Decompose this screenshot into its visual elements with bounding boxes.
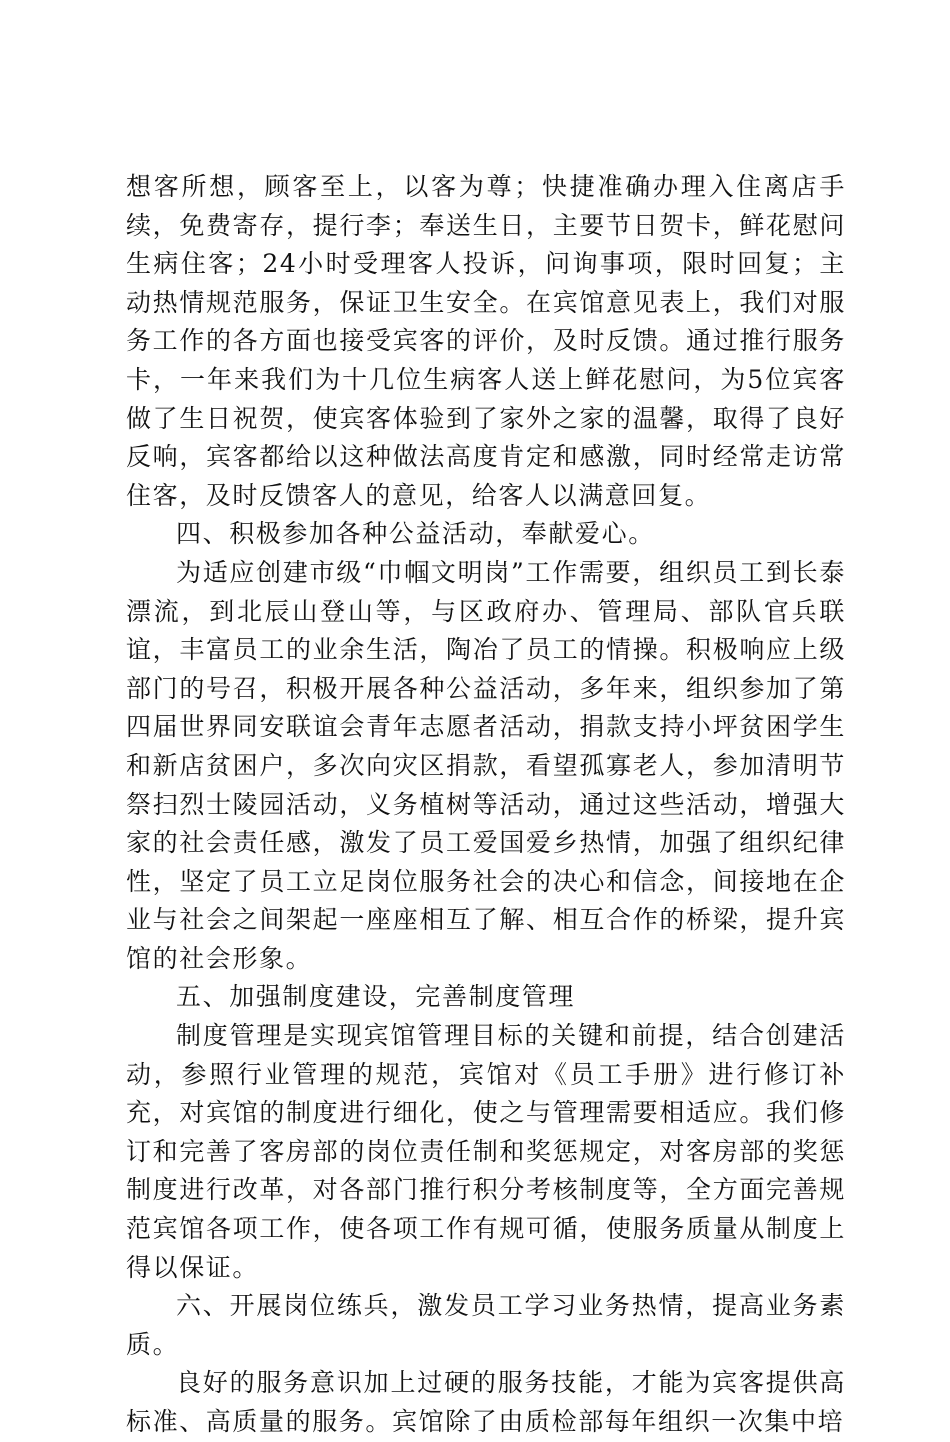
document-body — [126, 168, 846, 1442]
paragraph-job-training: 良好的服务意识加上过硬的服务技能，才能为宾客提供高标准、高质量的服务。宾馆除了由质检部每年组织一次集中培 — [126, 1368, 846, 1436]
section-heading-system-building: 五、加强制度建设，完善制度管理 — [176, 982, 576, 1012]
paragraph-public-welfare: 为适应创建市级“巾帼文明岗”工作需要，组织员工到长泰漂流，到北辰山登山等，与区政府办、管理局、部队官兵联谊，丰富员工的业余生活，陶冶了员工的情操。积极响应上级部门的号召，积极开展各种公益活动，多年来，组织参加了第四届世界同安联谊会青年志愿者活动，捐款支持小坪贫困学生和新店贫困户，多次向灾区捐款，看望孤寡老人，参加清明节祭扫烈士陵园活动，义务植树等活动，通过这些活动，增强大家的社会责任感，激发了员工爱国爱乡热情，加强了组织纪律性，坚定了员工立足岗位服务社会的决心和信念，间接地在企业与社会之间架起一座座相互了解、相互合作的桥梁，提升宾馆的社会形象。 — [126, 557, 846, 973]
paragraph-system-building: 制度管理是实现宾馆管理目标的关键和前提，结合创建活动，参照行业管理的规范，宾馆对《员工手册》进行修订补充，对宾馆的制度进行细化，使之与管理需要相适应。我们修订和完善了客房部的岗位责任制和奖惩规定，对客房部的奖惩制度进行改革，对各部门推行积分考核制度等，全方面完善规范宾馆各项工作，使各项工作有规可循，使服务质量从制度上得以保证。 — [126, 1021, 846, 1282]
section-heading-job-training: 六、开展岗位练兵，激发员工学习业务热情，提高业务素质。 — [126, 1291, 846, 1359]
section-heading-public-welfare: 四、积极参加各种公益活动，奉献爱心。 — [176, 519, 655, 549]
paragraph-service-card: 想客所想，顾客至上，以客为尊；快捷准确办理入住离店手续，免费寄存，提行李；奉送生日，主要节日贺卡，鲜花慰问生病住客；24小时受理客人投诉，问询事项，限时回复；主动热情规范服务，保证卫生安全。在宾馆意见表上，我们对服务工作的各方面也接受宾客的评价，及时反馈。通过推行服务卡，一年来我们为十几位生病客人送上鲜花慰问，为5位宾客做了生日祝贺，使宾客体验到了家外之家的温馨，取得了良好反响，宾客都给以这种做法高度肯定和感激，同时经常走访常住客，及时反馈客人的意见，给客人以满意回复。 — [126, 172, 846, 510]
